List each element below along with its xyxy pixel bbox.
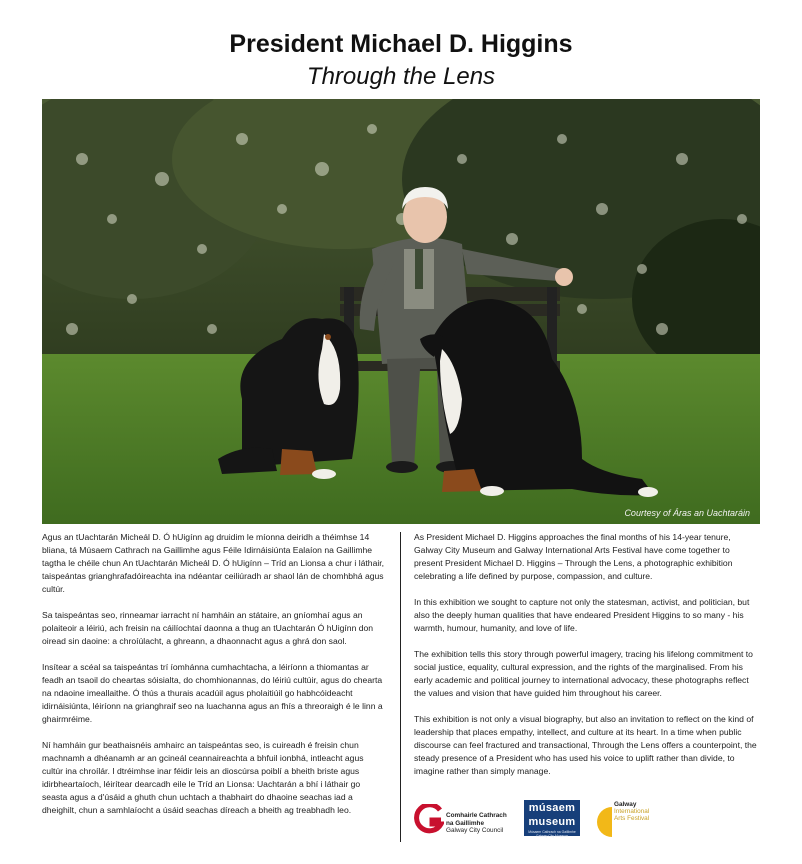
giaf-line2: International — [614, 808, 650, 815]
galway-city-museum-logo — [524, 800, 580, 836]
gcc-line2: na Gaillimhe — [446, 819, 485, 827]
english-paragraph: This exhibition is not only a visual biography, but also an invitation to reflect on the kind of leadership that places empathy, intellect, and culture at its heart. In a time when public discourse can feel fractured and transactional, Through the Lens offers a counterpoint, the steady presence of a President who has used his voice to uplift rather than divide, to imagine rather than simply manage. — [414, 714, 757, 776]
column-divider — [400, 532, 401, 842]
gcc-line1: Comhairle Cathrach — [446, 812, 507, 819]
english-paragraph: As President Michael D. Higgins approaches the final months of his 14-year tenure, Galway City Museum and Galway International Arts Festival have come together to present President Michael D. Higgins – Through the Lens, a photographic exhibition celebrating a life defined by purpose, compassion, and culture. — [414, 532, 733, 581]
page-title: President Michael D. Higgins — [229, 30, 573, 58]
irish-paragraph: Agus an tUachtarán Micheál D. Ó hUigínn ag druidim le míonna deiridh a théimhse 14 bliana, tá Músaem Cathrach na Gaillimhe agus Féile Idirnáisiúnta Ealaíon na Gaillimhe tagtha le chéile chun An tUachtarán Micheál D. Ó hUigínn – Tríd an Lionsa a chur i láthair, taispeántas grianghrafadóireachta ina ndéantar ceiliúradh ar shaol lán de chomhbhá agus cultúr. — [42, 532, 385, 594]
giaf-line3: Arts Festival — [614, 815, 650, 822]
galway-city-council-logo — [414, 802, 514, 838]
gcc-emblem-icon — [414, 804, 444, 834]
museum-small-text: Músaem Cathrach na Gaillimhe Galway City Museum — [528, 830, 576, 838]
photo-credit: Courtesy of Áras an Uachtaráin — [624, 508, 750, 518]
page-subtitle: Through the Lens — [306, 63, 496, 90]
gcc-line3: Galway City Council — [446, 827, 504, 834]
featured-photo — [42, 99, 760, 524]
english-text-column — [414, 531, 760, 791]
giaf-line1: Galway — [614, 801, 637, 808]
museum-word-irish: músaem — [528, 802, 576, 814]
irish-paragraph: Insítear a scéal sa taispeántas trí íomhánna cumhachtacha, a léiríonn a thiomantas ar feadh an tsaoil do cheartas sóisialta, do chomhionannas, do léiriú cultúir, agus do chearta na ndaoine imeallaithe. Ó thús a thurais acadúil agus pholaitiúil go habhcóideacht idirnáisiúnta, léiríonn na grianghraif seo na luachanna agus an fhís a threoraigh é le linn a ghairmréime. — [42, 662, 383, 724]
irish-paragraph: Ní hamháin gur beathaisnéis amhairc an taispeántas seo, is cuireadh é freisin chun machnamh a dhéanamh ar an gcineál ceannaireachta a bhfuil ionbhá, intleacht agus cultúr ina chroílár. I dtréimhse inar féidir leis an dioscúrsa poiblí a bheith briste agus idirbheartaíoch, léirítear dearcadh eile le Tríd an Lionsa: Uachtarán a bhí i láthair go seasta agus a d'úsáid a ghuth chun uchtach a thabhairt do dhaoine seachas iad a dheighilt, chun a samhlaíocht a úsáid seachas díreach a bheith ag treabhadh leo. — [42, 740, 364, 815]
irish-text-column — [42, 531, 385, 830]
galway-arts-festival-logo — [596, 801, 666, 837]
museum-word-english: museum — [528, 816, 576, 828]
english-paragraph: The exhibition tells this story through powerful imagery, tracing his lifelong commitment to social justice, equality, cultural expression, and the rights of the marginalised. From his early academic and political journey to international advocacy, these photographs reflect the values and vision that have guided him throughout his career. — [414, 649, 753, 698]
sponsor-logos — [414, 800, 760, 840]
irish-paragraph: Sa taispeántas seo, rinneamar iarracht ní hamháin an státaire, an gníomhaí agus an polaiteoir a léiriú, ach freisin na cáilíochtaí daonna a thug an tUachtarán Ó hUigínn don oiread sin daoine: a chroíúlacht, a ghreann, a dhaonnacht agus a ghrá don saol. — [42, 610, 374, 646]
english-paragraph: In this exhibition we sought to capture not only the statesman, activist, and politician, but also the deeply human qualities that have endeared President Higgins to so many - his warmth, humour, humanity, and love of life. — [414, 597, 750, 633]
photo-illustration — [42, 99, 760, 524]
